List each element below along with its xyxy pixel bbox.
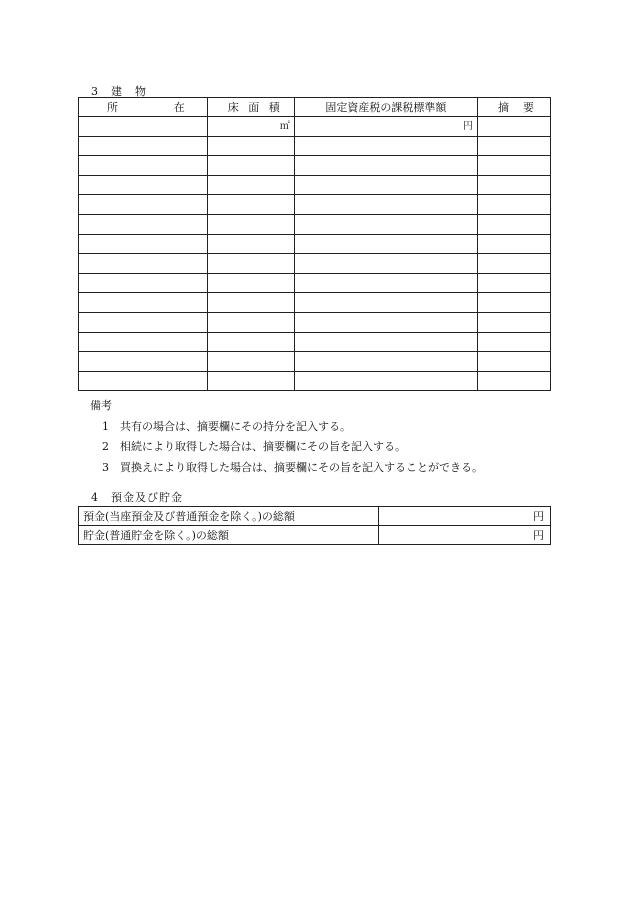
table-row	[79, 175, 551, 195]
table-row	[79, 293, 551, 313]
section-title-buildings: 3 建 物	[91, 85, 147, 98]
cell-location[interactable]	[79, 352, 208, 372]
cell-tax-valuation[interactable]	[294, 273, 477, 293]
table-row	[79, 254, 551, 274]
cell-tax-valuation[interactable]	[294, 156, 477, 176]
cell-location[interactable]	[79, 214, 208, 234]
cell-floor-area[interactable]	[207, 234, 294, 254]
cell-tax-valuation[interactable]	[294, 214, 477, 234]
cell-tax-valuation[interactable]	[294, 371, 477, 391]
buildings-header-row	[79, 98, 551, 117]
table-row	[79, 526, 551, 545]
buildings-table	[78, 97, 551, 391]
cell-floor-area[interactable]	[207, 332, 294, 352]
cell-remarks[interactable]	[478, 352, 551, 372]
unit-yen: 円	[533, 529, 544, 542]
cell-floor-area[interactable]	[207, 214, 294, 234]
cell-floor-area[interactable]	[207, 136, 294, 156]
cell-remarks[interactable]	[478, 214, 551, 234]
cell-remarks[interactable]	[478, 312, 551, 332]
cell-location[interactable]	[79, 273, 208, 293]
cell-remarks[interactable]	[478, 254, 551, 274]
cell-location[interactable]	[79, 195, 208, 215]
cell-location[interactable]	[79, 254, 208, 274]
cell-remarks[interactable]	[478, 273, 551, 293]
cell-remarks[interactable]	[478, 195, 551, 215]
note-item: 2 相続により取得した場合は、摘要欄にその旨を記入する。	[102, 440, 406, 453]
header-remarks: 摘 要	[478, 98, 551, 117]
table-row	[79, 371, 551, 391]
table-row	[79, 234, 551, 254]
cell-tax-valuation[interactable]	[294, 332, 477, 352]
deposits-table	[78, 506, 551, 545]
cell-location[interactable]	[79, 312, 208, 332]
cell-floor-area[interactable]	[207, 293, 294, 313]
cell-tax-valuation[interactable]	[294, 254, 477, 274]
cell-tax-valuation[interactable]	[294, 293, 477, 313]
cell-floor-area[interactable]	[207, 175, 294, 195]
cell-tax-valuation[interactable]	[294, 117, 477, 137]
table-row	[79, 156, 551, 176]
cell-floor-area[interactable]	[207, 312, 294, 332]
cell-floor-area[interactable]	[207, 254, 294, 274]
cell-remarks[interactable]	[478, 293, 551, 313]
cell-floor-area[interactable]	[207, 195, 294, 215]
unit-square-meter: ㎡	[279, 121, 290, 132]
cell-floor-area[interactable]	[207, 371, 294, 391]
notes-heading: 備考	[90, 399, 112, 412]
cell-tax-valuation[interactable]	[294, 352, 477, 372]
unit-yen: 円	[533, 510, 544, 523]
cell-remarks[interactable]	[478, 136, 551, 156]
cell-location[interactable]	[79, 117, 208, 137]
table-row	[79, 136, 551, 156]
cell-location[interactable]	[79, 332, 208, 352]
table-row	[79, 214, 551, 234]
section-title-deposits: 4 預金及び貯金	[91, 491, 183, 504]
cell-tax-valuation[interactable]	[294, 312, 477, 332]
header-floor-area: 床 面 積	[207, 98, 294, 117]
table-row	[79, 117, 551, 137]
cell-floor-area[interactable]	[207, 117, 294, 137]
note-item: 3 買換えにより取得した場合は、摘要欄にその旨を記入することができる。	[102, 460, 483, 474]
cell-tax-valuation[interactable]	[294, 175, 477, 195]
cell-floor-area[interactable]	[207, 273, 294, 293]
cell-floor-area[interactable]	[207, 156, 294, 176]
savings-total-value[interactable]	[379, 526, 551, 545]
cell-tax-valuation[interactable]	[294, 234, 477, 254]
cell-remarks[interactable]	[478, 117, 551, 137]
cell-remarks[interactable]	[478, 175, 551, 195]
header-tax-valuation: 固定資産税の課税標準額	[294, 98, 477, 117]
table-row	[79, 332, 551, 352]
cell-location[interactable]	[79, 234, 208, 254]
table-row	[79, 507, 551, 526]
table-row	[79, 352, 551, 372]
cell-tax-valuation[interactable]	[294, 136, 477, 156]
deposit-total-value[interactable]	[379, 507, 551, 526]
cell-remarks[interactable]	[478, 156, 551, 176]
unit-yen: 円	[463, 121, 474, 132]
cell-location[interactable]	[79, 156, 208, 176]
cell-remarks[interactable]	[478, 371, 551, 391]
cell-location[interactable]	[79, 293, 208, 313]
cell-remarks[interactable]	[478, 332, 551, 352]
deposit-total-label: 預金(当座預金及び普通預金を除く。)の総額	[79, 507, 379, 526]
note-item: 1 共有の場合は、摘要欄にその持分を記入する。	[102, 419, 351, 433]
cell-location[interactable]	[79, 136, 208, 156]
cell-remarks[interactable]	[478, 234, 551, 254]
table-row	[79, 312, 551, 332]
table-row	[79, 195, 551, 215]
cell-floor-area[interactable]	[207, 352, 294, 372]
cell-location[interactable]	[79, 175, 208, 195]
table-row	[79, 273, 551, 293]
notes-block	[90, 396, 483, 478]
header-location: 所 在	[79, 98, 208, 117]
savings-total-label: 貯金(普通貯金を除く。)の総額	[79, 526, 379, 545]
cell-location[interactable]	[79, 371, 208, 391]
cell-tax-valuation[interactable]	[294, 195, 477, 215]
